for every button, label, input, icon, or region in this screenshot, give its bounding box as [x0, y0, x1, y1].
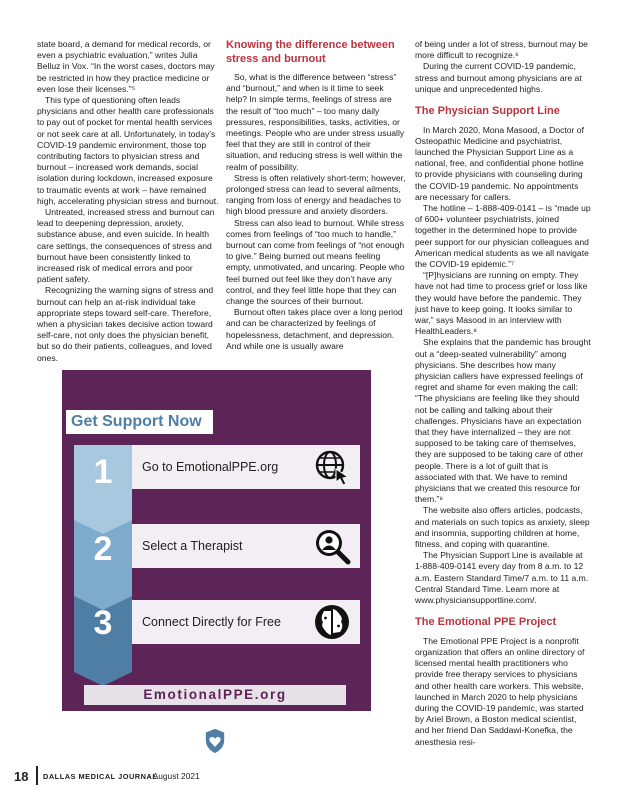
paragraph: The website also offers articles, podcasts, and materials on such topics as anxiety, sleep and insomnia, supporting children at home, fitness, and coping with quarantine. — [415, 505, 590, 550]
paragraph: In March 2020, Mona Masood, a Doctor of Osteopathic Medicine and psychiatrist, launched the Physician Support Line as a national, free, and confidential phone hotline to provide physicians with counseling during the COVID-19 pandemic. No appointments are necessary for callers. — [415, 124, 584, 202]
paragraph: So, what is the difference between “stress” and “burnout,” and when is it time to seek help? In simple terms, feelings of stress are the result of “too much” – too many daily pressures, responsibilities, tasks, activities, or meetings. People who are under stress usually feel that they are still in control of their situation, and reducing stress is well within the realm of possibility. — [226, 72, 405, 172]
paragraph: Burnout often takes place over a long period and can be characterized by feelings of hopelessness, detachment, and depression. And while one is usually aware — [226, 307, 403, 351]
paragraph: Stress is often relatively short-term; however, prolonged stress can lead to several ailments, ranging from loss of energy and headaches to high blood pressure and anxiety disorders. — [226, 172, 406, 217]
issue-date: · August 2021 — [148, 771, 200, 781]
paragraph: This type of questioning often leads physicians and other health care professionals to pay out of pocket for mental health services or not seek care at all. Unfortunately, in today’s COVID-19 pandemic environment, those top contributing factors to physician stress and burnout – increased work demands, social isolation during lockdown, increased exposure to traumatic events at work – have remained high, accelerating physician stress and burnout. — [37, 95, 219, 206]
magnifier-person-icon — [312, 526, 352, 566]
paragraph: of being under a lot of stress, burnout may be more difficult to recognize.⁶ — [415, 39, 588, 61]
shield-heart-icon — [203, 727, 227, 755]
section-heading-support-line: The Physician Support Line — [415, 105, 560, 118]
paragraph: During the current COVID-19 pandemic, stress and burnout among physicians are at unique and unprecedented highs. — [415, 61, 582, 94]
section-heading-ppe-project: The Emotional PPE Project — [415, 616, 557, 629]
paragraph: state board, a demand for medical records, or even a psychiatric evaluation,” writes Julia Belluz in Vox. “In the worst cases, doctors may be restricted in how they practice medicine or even lose their licenses.”⁵ — [37, 39, 215, 94]
step-2-number: 2 — [93, 530, 113, 568]
step-1-label: Go to EmotionalPPE.org — [142, 460, 279, 474]
step-2-label: Select a Therapist — [142, 539, 243, 553]
paragraph: The Physician Support Line is available at 1-888-409-0141 every day from 8 a.m. to 12 a.m. Eastern Standard Time/7 a.m. to 11 a.m. Central Standard Time. Learn more at www.physiciansupportline.com/. — [415, 550, 589, 606]
journal-name: DALLAS MEDICAL JOURNAL — [43, 772, 158, 781]
paragraph: She explains that the pandemic has brought out a “deep-seated vulnerability” among physicians. She describes how many physician callers have expressed feelings of regret and shame for even making the call: “The physicians are feeling like they should not be calling and talking about their challenges. Physicians have an expectation that they have internalized – they are not supposed to be taking care of themselves, they are supposed to be taking care of other people. There is a lot of guilt that is associated with that. We have to remind physicians that we created this resource for them.”⁸ — [415, 337, 591, 505]
step-3-bar — [130, 600, 360, 644]
infographic-url: EmotionalPPE.org — [84, 685, 346, 705]
two-faces-icon — [312, 602, 352, 642]
step-3-number: 3 — [93, 604, 113, 642]
step-1-number: 1 — [93, 453, 113, 491]
step-2-bar — [130, 524, 360, 568]
infographic-title: Get Support Now — [66, 410, 213, 434]
page-number: 18 — [14, 769, 29, 784]
section-heading-stress-burnout: Knowing the difference between stress and burnout — [226, 39, 395, 65]
paragraph: Stress can also lead to burnout. While stress comes from feelings of “too much to handle,” burnout can come from feelings of “not enough to give.” Being burned out means feeling empty, unmotivated, and uncaring. People who feel burned out feel like they don’t have any control, and they feel little hope that they can change the sources of their burnout. — [226, 217, 405, 307]
article-column-3 — [415, 39, 591, 748]
paragraph: Recognizing the warning signs of stress and burnout can help an at-risk individual take appropriate steps toward self-care. Therefore, when a physician takes decisive action toward self-care, not only does the physician benefit, but so do their patients, colleagues, and loved ones. — [37, 285, 214, 363]
footer-divider — [36, 766, 38, 785]
step-3-label: Connect Directly for Free — [142, 615, 281, 629]
article-column-1 — [37, 39, 220, 364]
paragraph: “[P]hysicians are running on empty. They have not had time to process grief or loss like they would have before the pandemic. They just have to keep going. It looks similar to war,” says Masood in an interview with HealthLeaders.⁸ — [415, 270, 588, 337]
paragraph: The Emotional PPE Project is a nonprofit organization that offers an online directory of licensed mental health practitioners who provide free therapy services to physicians and other health care workers. This website, launched in March 2020 to help physicians during the COVID-19 pandemic, was started by Ariel Brown, a Boston medical scientist, and her friend Dan Saddawi-Konefka, the anesthesia resi- — [415, 635, 585, 747]
paragraph: Untreated, increased stress and burnout can lead to deepening depression, anxiety, substance abuse, and even suicide. In health care settings, the consequences of stress and burnout have been consistently linked to increased risk of medical errors and poor patient safety. — [37, 207, 215, 285]
article-column-2 — [226, 39, 406, 352]
globe-cursor-icon — [312, 447, 352, 487]
step-1-bar — [130, 445, 360, 489]
paragraph: The hotline – 1-888-409-0141 – is “made up of 600+ volunteer psychiatrists, joined together in the determined hope to provide peer support for our physician colleagues and American medical students as we all navigate the COVID-19 epidemic.”⁷ — [415, 202, 591, 269]
